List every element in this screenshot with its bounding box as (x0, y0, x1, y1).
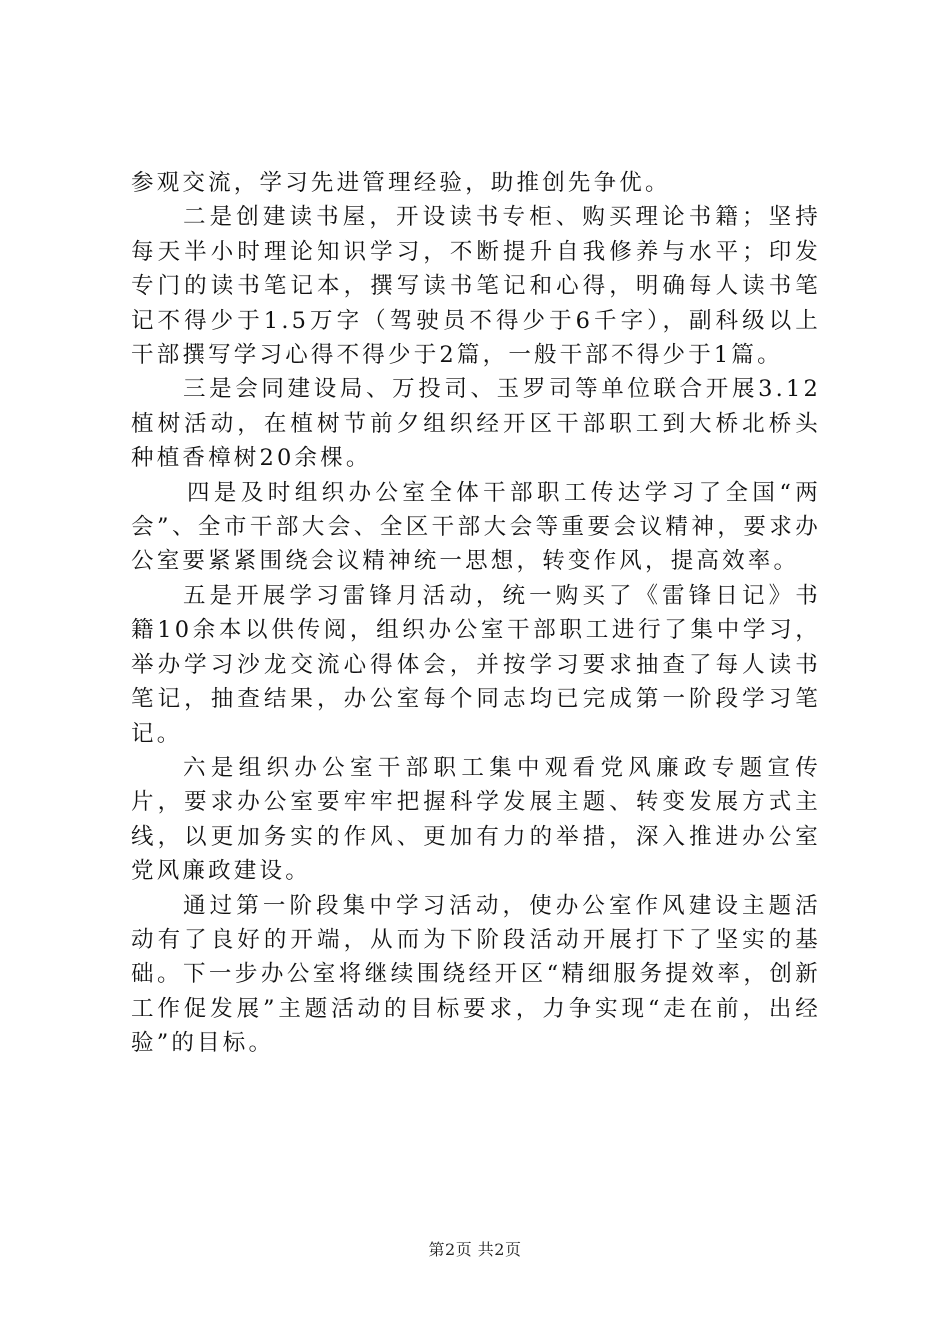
paragraph-item-six: 六是组织办公室干部职工集中观看党风廉政专题宣传片，要求办公室要牢牢把握科学发展主题、转变发展方式主线，以更加务实的作风、更加有力的举措，深入推进办公室党风廉政建设。 (131, 754, 821, 885)
paragraph-item-four: 四是及时组织办公室全体干部职工传达学习了全国“两会”、全市干部大会、全区干部大会等重要会议精神，要求办公室要紧紧围绕会议精神统一思想，转变作风，提高效率。 (131, 479, 821, 575)
paragraph-item-five: 五是开展学习雷锋月活动，统一购买了《雷锋日记》书籍10余本以供传阅，组织办公室干部职工进行了集中学习，举办学习沙龙交流心得体会，并按学习要求抽查了每人读书笔记，抽查结果，办公室每个同志均已完成第一阶段学习笔记。 (131, 582, 821, 747)
page-number-footer: 第2页 共2页 (428, 1240, 522, 1259)
document-body (131, 166, 821, 1061)
paragraph-item-three: 三是会同建设局、万投司、玉罗司等单位联合开展3.12植树活动，在植树节前夕组织经开区干部职工到大桥北桥头种植香樟树20余棵。 (131, 376, 821, 472)
paragraph-continuation: 参观交流，学习先进管理经验，助推创先争优。 (131, 170, 671, 196)
paragraph-item-two: 二是创建读书屋，开设读书专柜、购买理论书籍；坚持每天半小时理论知识学习，不断提升自我修养与水平；印发专门的读书笔记本，撰写读书笔记和心得，明确每人读书笔记不得少于1.5万字（驾驶员不得少于6千字），副科级以上干部撰写学习心得不得少于2篇，一般干部不得少于1篇。 (131, 204, 821, 369)
paragraph-conclusion: 通过第一阶段集中学习活动，使办公室作风建设主题活动有了良好的开端，从而为下阶段活动开展打下了坚实的基础。下一步办公室将继续围绕经开区“精细服务提效率，创新工作促发展”主题活动的目标要求，力争实现“走在前，出经验”的目标。 (131, 892, 821, 1057)
